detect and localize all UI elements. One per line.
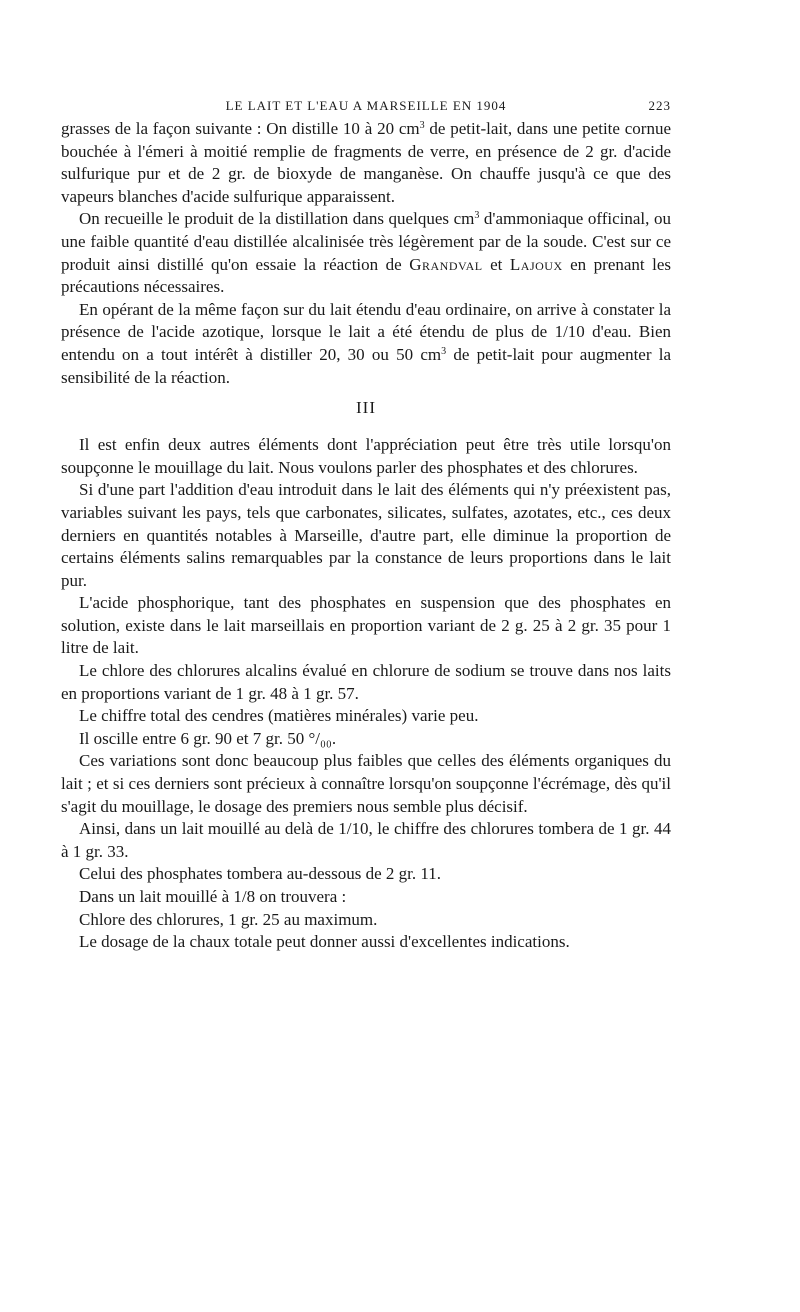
paragraph-diluted-milk xyxy=(61,299,671,389)
paragraph-distillate-collection xyxy=(61,208,671,298)
text-run: de petit-lait pour augmenter la sensibilité de la réaction. xyxy=(61,344,671,387)
author-name: Lajoux xyxy=(509,254,563,274)
paragraph-phosphoric-acid: L'acide phosphorique, tant des phosphates en suspension que des phosphates en solution, existe dans le lait marseillais en proportion variant de 2 g. 25 à 2 gr. 35 pour 1 litre de lait. xyxy=(61,593,671,658)
running-title: LE LAIT ET L'EAU A MARSEILLE EN 1904 xyxy=(225,98,507,113)
text-run: Il oscille entre 6 gr. 90 et 7 gr. 50 xyxy=(79,728,309,748)
text-run: . xyxy=(331,728,337,748)
paragraph-chlorine: Le chlore des chlorures alcalins évalué en chlorure de sodium se trouve dans nos laits en proportions variant de 1 gr. 48 à 1 gr. 57. xyxy=(61,661,671,703)
paragraph-lime-dosage: Le dosage de la chaux totale peut donner aussi d'excellentes indications. xyxy=(79,932,570,952)
text-run: grasses de la façon suivante : On distille 10 à 20 cm xyxy=(61,119,420,138)
paragraph-ash-range xyxy=(61,728,671,751)
text-run: en prenant les précautions nécessaires. xyxy=(61,254,672,297)
author-name: Grandval xyxy=(409,254,483,274)
page-number: 223 xyxy=(648,98,671,113)
superscript: 3 xyxy=(474,210,480,222)
paragraph-watered-chlorides: Ainsi, dans un lait mouillé au delà de 1/10, le chiffre des chlorures tombera de 1 gr. 44 à 1 gr. 33. xyxy=(61,819,671,861)
text-run: d'ammoniaque officinal, ou une faible quantité d'eau distillée alcalinisée très légèrement par de la soude. C'est sur ce produit ainsi distillé qu'on essaie la réaction de xyxy=(61,209,671,274)
paragraph-one-eighth: Dans un lait mouillé à 1/8 on trouvera : xyxy=(79,887,347,906)
running-head xyxy=(61,96,671,118)
superscript: 3 xyxy=(441,345,447,357)
paragraph-variations: Ces variations sont donc beaucoup plus faibles que celles des éléments organiques du lait ; et si ces derniers sont précieux à connaître lorsqu'on soupçonne l'écrémage, dès qu'il s'agit du mouillage, le dosage des premiers nous semble plus décisif. xyxy=(61,751,671,816)
paragraph-watered-phosphates: Celui des phosphates tombera au-dessous de 2 gr. 11. xyxy=(79,864,441,884)
paragraph-phosphates-chlorides-intro: Il est enfin deux autres éléments dont l'appréciation peut être très utile lorsqu'on soupçonne le mouillage du lait. Nous voulons parler des phosphates et des chlorures. xyxy=(61,435,671,477)
per-mille-sign: °/₀₀ xyxy=(308,728,332,748)
text-run: de petit-lait, dans une petite cornue bouchée à l'émeri à moitié remplie de fragments de verre, en présence de 2 gr. d'acide sulfurique pur et de 2 gr. de bioxyde de manganèse. On chauffe jusqu'à ce que des vapeurs blanches d'acide sulfurique apparaissent. xyxy=(61,119,671,206)
superscript: 3 xyxy=(419,120,425,131)
paragraph-distillation-method xyxy=(61,118,671,208)
text-run: et xyxy=(482,254,510,274)
paragraph-water-addition: Si d'une part l'addition d'eau introduit dans le lait des éléments qui n'y préexistent pas, variables suivant les pays, tels que carbonates, silicates, sulfates, azotates, etc., ces deux derniers en quantités notables à Marseille, d'autre part, elle diminue la proportion de certains éléments salins remarquables par la constance de leurs proportions dans le lait pur. xyxy=(61,480,671,590)
book-page xyxy=(61,96,671,954)
text-run: On recueille le produit de la distillation dans quelques cm xyxy=(79,209,475,229)
section-heading: III xyxy=(356,398,376,418)
paragraph-ash-total: Le chiffre total des cendres (matières minérales) varie peu. xyxy=(79,706,479,726)
paragraph-chlorine-max: Chlore des chlorures, 1 gr. 25 au maximum. xyxy=(79,909,378,929)
text-run: En opérant de la même façon sur du lait étendu d'eau ordinaire, on arrive à constater la présence de l'acide azotique, lorsque le lait a été étendu de plus de 1/10 d'eau. Bien entendu on a tout intérêt à distiller 20, 30 ou 50 cm xyxy=(61,299,671,364)
